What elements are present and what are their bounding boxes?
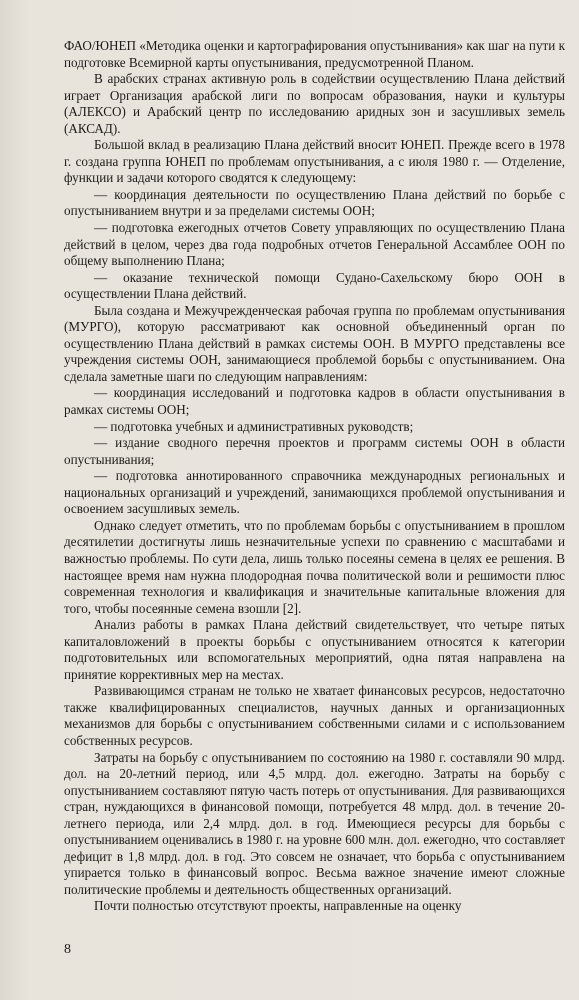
paragraph: Большой вклад в реализацию Плана действий вносит ЮНЕП. Прежде всего в 1978 г. создана группа ЮНЕП по проблемам опустынивания, а с июля 1980 г. — Отделение, функции и задачи которого сводятся к следующему: xyxy=(64,137,565,186)
paragraph: Анализ работы в рамках Плана действий свидетельствует, что четыре пятых капиталовложений в проекты борьбы с опустыниванием относятся к категории подготовительных или вспомогательных мероприятий, одна пятая направлена на принятие коррективных мер на местах. xyxy=(64,617,565,682)
paragraph: — координация деятельности по осуществлению Плана действий по борьбе с опустыниванием внутри и за пределами системы ООН; xyxy=(64,186,565,219)
paragraph: — подготовка учебных и административных руководств; xyxy=(94,418,414,434)
paragraph: — подготовка аннотированного справочника международных региональных и национальных организаций и учреждений, занимающихся проблемой опустынивания и освоением засушливых земель. xyxy=(64,468,565,517)
paragraph: ФАО/ЮНЕП «Методика оценки и картографирования опустынивания» как шаг на пути к подготовке Всемирной карты опустынивания, предусмотренной Планом. xyxy=(64,38,565,70)
paragraph: — оказание технической помощи Судано-Сахельскому бюро ООН в осуществлении Плана действий. xyxy=(64,269,565,302)
page-number: 8 xyxy=(64,942,71,957)
paragraph: Затраты на борьбу с опустыниванием по состоянию на 1980 г. составляли 90 млрд. дол. на 20-летний период, или 4,5 млрд. дол. ежегодно. Затраты на борьбу с опустыниванием составляют пятую часть потерь от опустынивания. Для развивающихся стран, нуждающихся в финансовой помощи, потребуется 48 млрд. дол. в течение 20-летнего периода, или 2,4 млрд. дол. в год. Имеющиеся ресурсы для борьбы с опустыниванием оценивались в 1980 г. на уровне 600 млн. дол. ежегодно, что составляет дефицит в 1,8 млрд. дол. в год. Это совсем не означает, что борьба с опустыниванием упирается только в финансовый вопрос. Весьма важное значение имеют сложные политические проблемы и деятельность общественных организаций. xyxy=(64,749,565,897)
paragraph: Почти полностью отсутствуют проекты, направленные на оценку xyxy=(94,898,462,914)
body-text xyxy=(64,38,565,915)
paragraph: — издание сводного перечня проектов и программ системы ООН в области опустынивания; xyxy=(64,435,565,467)
paragraph: В арабских странах активную роль в содействии осуществлению Плана действий играет Организация арабской лиги по вопросам образования, науки и культуры (АЛЕКСО) и Арабский центр по исследованию аридных зон и засушливых земель (АКСАД). xyxy=(64,71,565,136)
paragraph: Была создана и Межучрежденческая рабочая группа по проблемам опустынивания (МУРГО), которую рассматривают как основной объединенный орган по осуществлению Плана действий в рамках системы ООН. В МУРГО представлены все учреждения системы ООН, занимающиеся проблемой борьбы с опустыниванием. Она сделала заметные шаги по следующим направлениям: xyxy=(64,302,565,384)
paragraph: Развивающимся странам не только не хватает финансовых ресурсов, недостаточно также квалифицированных специалистов, научных данных и организационных механизмов для борьбы с опустыниванием собственными силами и с использованием собственных ресурсов. xyxy=(64,683,565,748)
paragraph: Однако следует отметить, что по проблемам борьбы с опустыниванием в прошлом десятилетии достигнуты лишь незначительные успехи по сравнению с масштабами и важностью проблемы. По сути дела, лишь только посеяны семена в целях ее решения. В настоящее время нам нужна плодородная почва политической воли и решимости плюс современная технология и квалификация и значительные капитальные вложения для того, чтобы посеянные семена взошли [2]. xyxy=(64,517,565,616)
paragraph: — координация исследований и подготовка кадров в области опустынивания в рамках системы ООН; xyxy=(64,385,565,418)
paragraph: — подготовка ежегодных отчетов Совету управляющих по осуществлению Плана действий в целом, через два года подробных отчетов Генеральной Ассамблее ООН по общему выполнению Плана; xyxy=(64,220,565,269)
